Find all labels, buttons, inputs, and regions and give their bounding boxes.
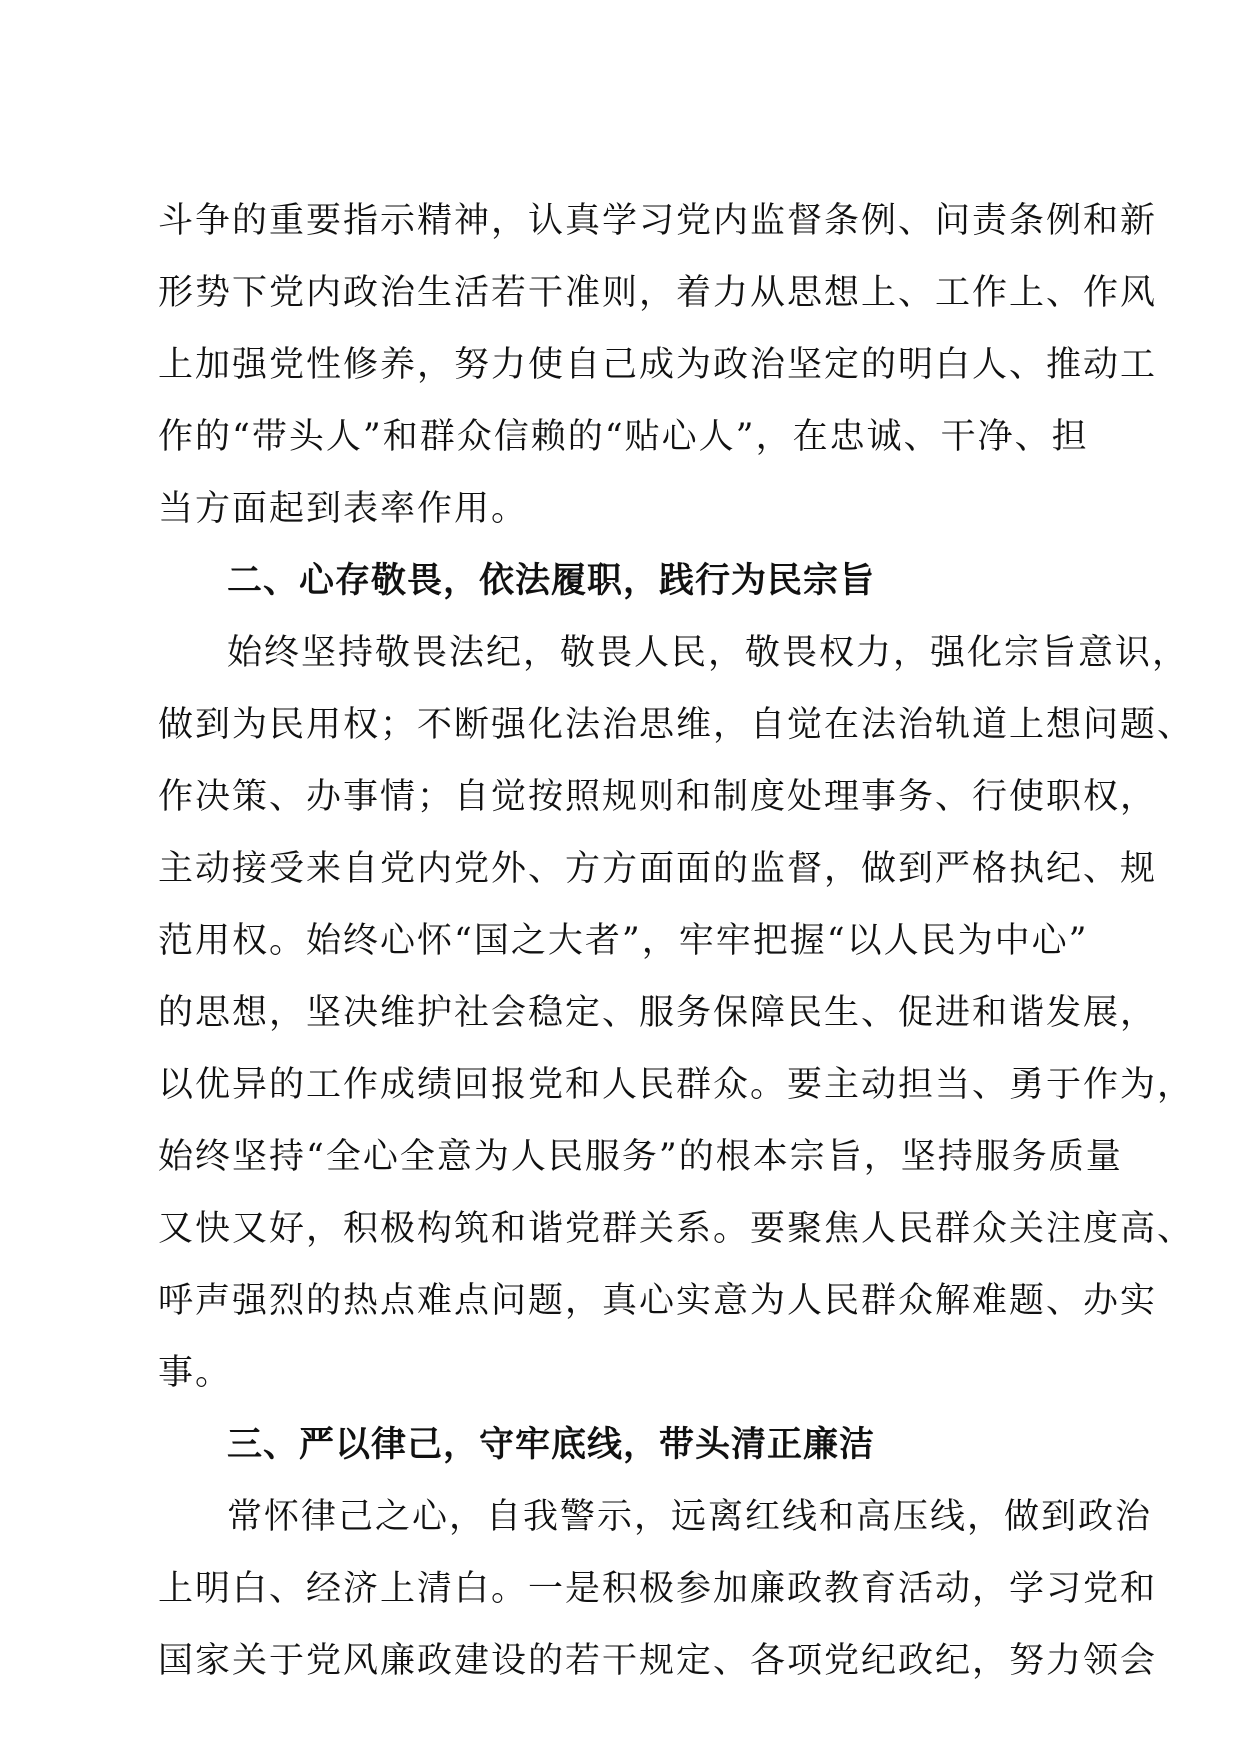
paragraph-line: 斗争的重要指示精神，认真学习党内监督条例、问责条例和新 — [158, 201, 1158, 241]
paragraph-line: 始终坚持“全心全意为人民服务”的根本宗旨，坚持服务质量 — [158, 1137, 1123, 1177]
section-heading-3: 三、严以律己，守牢底线，带头清正廉洁 — [227, 1425, 876, 1465]
paragraph-line: 作决策、办事情；自觉按照规则和制度处理事务、行使职权， — [158, 777, 1158, 817]
paragraph-line: 事。 — [158, 1353, 233, 1393]
paragraph-line: 上明白、经济上清白。一是积极参加廉政教育活动，学习党和 — [158, 1569, 1158, 1609]
paragraph-line: 国家关于党风廉政建设的若干规定、各项党纪政纪，努力领会 — [158, 1641, 1158, 1681]
paragraph-line: 的思想，坚决维护社会稳定、服务保障民生、促进和谐发展， — [158, 993, 1158, 1033]
section-heading-2: 二、心存敬畏，依法履职，践行为民宗旨 — [227, 561, 876, 601]
paragraph-line: 主动接受来自党内党外、方方面面的监督，做到严格执纪、规 — [158, 849, 1158, 889]
paragraph-line: 又快又好，积极构筑和谐党群关系。要聚焦人民群众关注度高、 — [158, 1209, 1195, 1249]
paragraph-line: 范用权。始终心怀“国之大者”，牢牢把握“以人民为中心” — [158, 921, 1089, 961]
paragraph-line: 以优异的工作成绩回报党和人民群众。要主动担当、勇于作为， — [158, 1065, 1195, 1105]
paragraph-line: 当方面起到表率作用。 — [158, 489, 529, 529]
paragraph-line: 常怀律己之心，自我警示，远离红线和高压线，做到政治 — [227, 1497, 1153, 1537]
paragraph-line: 做到为民用权；不断强化法治思维，自觉在法治轨道上想问题、 — [158, 705, 1195, 745]
paragraph-line: 呼声强烈的热点难点问题，真心实意为人民群众解难题、办实 — [158, 1281, 1158, 1321]
paragraph-line: 始终坚持敬畏法纪，敬畏人民，敬畏权力，强化宗旨意识， — [227, 633, 1190, 673]
paragraph-line: 形势下党内政治生活若干准则，着力从思想上、工作上、作风 — [158, 273, 1158, 313]
paragraph-line: 作的“带头人”和群众信赖的“贴心人”，在忠诚、干净、担 — [158, 417, 1089, 457]
paragraph-line: 上加强党性修养，努力使自己成为政治坚定的明白人、推动工 — [158, 345, 1158, 385]
